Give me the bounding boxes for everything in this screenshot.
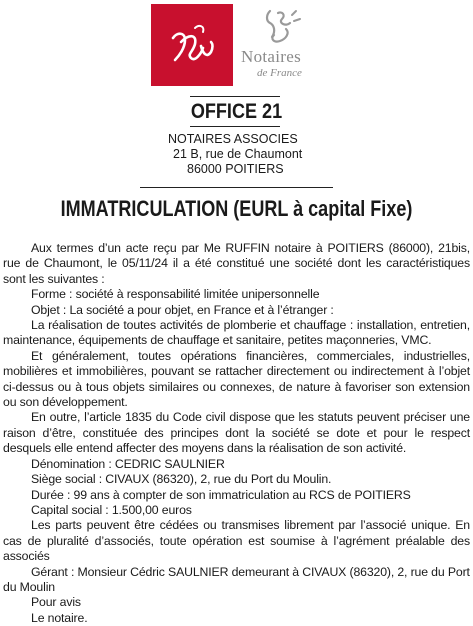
red-monogram-logo — [151, 4, 233, 86]
monogram-icon — [151, 4, 233, 86]
address-line: 86000 POITIERS — [187, 162, 284, 176]
paragraph: Forme : société à responsabilité limitée unipersonnelle — [31, 287, 320, 302]
office-title: OFFICE 21 — [190, 100, 283, 123]
paragraph: Capital social : 1.500,00 euros — [31, 502, 192, 517]
divider — [190, 96, 280, 97]
paragraph: Siège social : CIVAUX (86320), 2, rue du Port du Moulin. — [31, 472, 332, 487]
address-line: 21 B, rue de Chaumont — [173, 147, 303, 161]
paragraph: En outre, l’article 1835 du Code civil dispose que les statuts peuvent préciser une raison d’être, constituée des principes dont la société se dote et pour le respect desquels elle entend affecter des moyens dans la réalisation de son activité. — [3, 410, 470, 456]
headline: IMMATRICULATION (EURL à capital Fixe) — [60, 196, 413, 221]
paragraph: La réalisation de toutes activités de plomberie et chauffage : installation, entretien, maintenance, équipements de chauffage et sanitaire, petites maçonneries, VMC. — [3, 318, 470, 348]
paragraph: Gérant : Monsieur Cédric SAULNIER demeurant à CIVAUX (86320), 2, rue du Port du Moulin — [3, 564, 470, 594]
paragraph: Durée : 99 ans à compter de son immatriculation au RCS de POITIERS — [31, 487, 411, 502]
marianne-mark-icon — [256, 7, 304, 47]
address-line: NOTAIRES ASSOCIES — [168, 132, 298, 146]
divider — [190, 126, 280, 127]
paragraph: Et généralement, toutes opérations financières, commerciales, industrielles, mobilières et immobilières, pouvant se rattacher directement ou indirectement à l’objet ci-dessus ou à tous objets similaires ou connexes, de nature à favoriser son extension ou son développement. — [3, 348, 470, 410]
paragraph: Les parts peuvent être cédées ou transmises librement par l’associé unique. En cas de pluralité d’associés, toute opération est soumise à l’agrément préalable des associés — [3, 518, 470, 564]
logo-name: Notaires — [241, 47, 301, 66]
notaires-de-france-logo — [151, 4, 381, 86]
paragraph: Aux termes d’un acte reçu par Me RUFFIN notaire à POITIERS (86000), 21bis, rue de Chaumont, le 05/11/24 il a été constitué une société dont les caractéristiques sont les suivantes : — [3, 241, 470, 286]
paragraph: Dénomination : CEDRIC SAULNIER — [31, 456, 225, 471]
closing-line: Pour avis — [31, 595, 81, 610]
closing-line: Le notaire. — [31, 610, 88, 625]
logo-subtitle: de France — [257, 67, 302, 79]
announcement-body — [3, 241, 470, 626]
divider — [140, 187, 333, 188]
paragraph: Objet : La société a pour objet, en France et à l’étranger : — [31, 302, 334, 317]
